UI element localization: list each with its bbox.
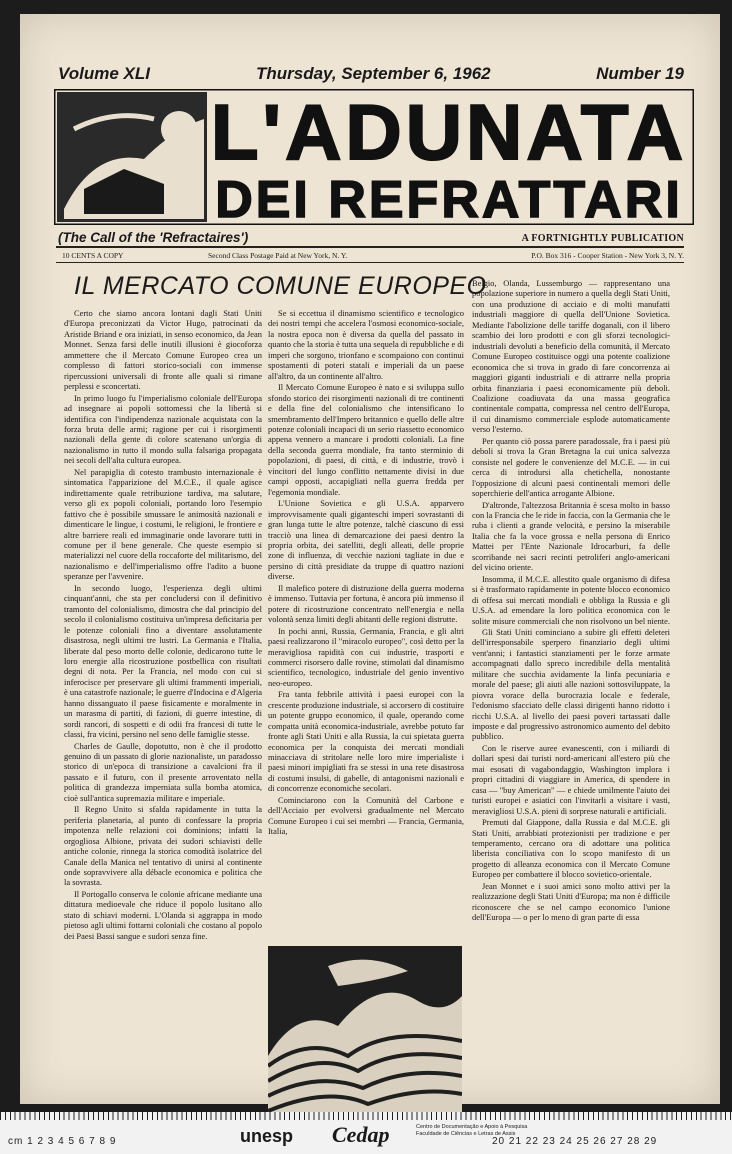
article-title: IL MERCATO COMUNE EUROPEO [74,272,487,300]
paragraph: Premuti dal Giappone, dalla Russia e dal M.C.E. gli Stati Uniti, arrabbiati protezionisti per tradizione e per temperamento, cercano ora di adottare una politica liberista conciliativa con lo scopo manifesto di un progetto di alleanza economica con il Mercato Comune Europeo per combattere il blocco sovietico-orientale. [472,817,670,880]
cedap-caption-line1: Centro de Documentação e Apoio à Pesquisa [416,1124,528,1130]
paragraph: Insomma, il M.C.E. allestito quale organismo di difesa si è trasformato rapidamente in potente blocco economico di offesa sui mercati mondiali e obbliga la Russia e gli U.S.A. ad emendare la loro politica economica con le solite misure commerciali che non risolvono un bel niente. [472,573,670,626]
article-column-1 [64,308,262,1086]
paragraph: Charles de Gaulle, dopotutto, non è che il prodotto genuino di un passato di glorie nazionaliste, un paradosso storico di un'epoca di transizione a cavalcioni fra il passato e il futuro, con il presente arroventato nella politica di grandezza imperniata sulla bomba atomica, cioè sull'antica supremazia militare e imperiale. [64,740,262,803]
paragraph: In primo luogo fu l'imperialismo coloniale dell'Europa ad insegnare ai popoli sottomessi che la libertà si identifica con l'indipendenza nazionale acquistata con la forza bruta delle armi; ragione per cui i risorgimenti nazionali della gente di colore scatenano un'orgia di nazionalismo in tutto il mondo sulla falsariga propagata nei secoli dell'alta cultura europea. [64,392,262,466]
paragraph: L'Unione Sovietica e gli U.S.A. apparvero improvvisamente quali giganteschi imperi sovrastanti di gran lunga tutte le altre potenze, talchè ciascuno di essi tracciò una linea di demarcazione dei paesi dentro la propria orbita, dei satelliti, degli alleati, delle proprie zone di influenza, di vecchie nazioni tagliate in due e persino di città presidiate da truppe di quattro nazioni diverse. [268,498,464,582]
issue-number: Number 19 [596,64,684,83]
paragraph: Jean Monnet e i suoi amici sono molto attivi per la realizzazione degli Stati Uniti d'Europa; ma non è difficile riconoscere che se nel campo economico l'unione dell'Europa — o per lo meno di gran parte di essa [472,880,670,923]
paragraph: Nel parapiglia di cotesto trambusto internazionale è sintomatica l'apparizione del M.C.E., il quale agisce indirettamente quale retribuzione tardiva, ma salutare, verso gli ex popoli coloniali, portando loro l'esempio fattivo che è possibile smussare le animosità nazionali e dimenticare le lingue, i costumi, le religioni, le frontiere e altre barriere reali ed immaginarie onde lavorare tutti in comune per il bene generale. Che queste esempio si materializzi nel cuore della roccaforte del militarismo, del nazionalismo e dell'imperialismo offre l'adito a buone speranze per l'avvenire. [64,466,262,582]
paragraph: Belgio, Olanda, Lussemburgo — rappresentano una popolazione superiore in numero a quella degli Stati Uniti, con una produzione di acciaio e di molti manufatti industriali maggiore di quella dell'Unione Sovietica. Mediante l'abolizione delle tariffe doganali, con il libero scambio dei loro prodotti e con gli sforzi tecnologici-industriali devoluti a beneficio della comunità, il Mercato Comune Europeo costituisce oggi una potente coalizione economica che si trova in grado di fare concorrenza ai maggiori giganti industriali e di attrarre nella propria orbita finanziaria i paesi economicamente più deboli. Coalizione coadiuvata da una massa geografica continentale compatta, compressa nel centro dell'Europa, il cui dinamismo commerciale esplode automaticamente verso l'esterno. [472,278,670,435]
paragraph: D'altronde, l'altezzosa Britannia è scesa molto in basso con la Francia che le ride in faccia, con la Germania che le ruba i clienti a grande velocità, e persino la miserabile Italia che fa la voce grossa e nella persona di Enrico Mattei per l'Ente Nazionale Idrocarburi, fa delle scorribande nei sacri recinti petroliferi anglo-americani del vicino oriente. [472,499,670,573]
masthead-title-line1: L'ADUNATA [210,89,688,176]
cedap-caption [416,1124,527,1138]
paragraph: Il Regno Unito si sfalda rapidamente in tutta la periferia planetaria, al punto di confessare la propria impotenza nelle relazioni coi dominions; infatti la orgogliosa Albione, privata dei sudori schiavisti delle antiche colonie, rinnega la storica comodità isolatrice del Canale della Manica nel tentativo di unirsi al continente onde sopravvivere alla débacle economica e politica che la sovrasta. [64,804,262,888]
masthead-subtitle: (The Call of the 'Refractaires') [58,230,249,245]
paragraph: Il malefico potere di distruzione della guerra moderna è immenso. Tuttavia per fortuna, è ancora più immenso il potere di ricostruzione concentrato nell'energia e nella volontà senza limiti degli abitanti delle regioni distrutte. [268,582,464,625]
scale-numbers-right: 20 21 22 23 24 25 26 27 28 29 [492,1136,658,1147]
postage-label: Second Class Postage Paid at New York, N. Y. [208,251,348,260]
masthead [54,89,694,225]
price-label: 10 CENTS A COPY [62,251,124,260]
scale-ticks [0,1112,732,1120]
paragraph: Cominciarono con la Comunità del Carbone e dell'Acciaio per evolversi gradualmente nel Mercato Comune Europeo i cui sei membri — Francia, Germania, Italia, [268,794,464,837]
paragraph: Il Mercato Comune Europeo è nato e si sviluppa sullo sfondo storico dei risorgimenti nazionali di tre continenti e della fine del colonialismo che intensificano lo smembramento dell'Impero britannico e quello delle altre potenze coloniali incapaci di un serio riassetto economico appena vennero a mancare i prodotti coloniali. La fine della seconda guerra mondiale, fra tanto sterminio di popolazioni, di paesi, di città, e di industrie, trovò i vincitori del lungo conflitto nettamente divisi in due campi opposti, accapigliati nella guerra fredda per l'egemonia mondiale. [268,382,464,497]
paragraph: Per quanto ciò possa parere paradossale, fra i paesi più deboli si trova la Gran Bretagna la cui unica salvezza consiste nel godere le convenienze del M.C.E. — in cui cerca di introdursi alla chetichella, nonostante l'opposizione di alcuni paesi continentali memori delle soperchierie dell'antica arrogante Albione. [472,435,670,499]
cedap-caption-line2: Faculdade de Ciências e Letras de Assis [416,1131,516,1137]
woodcut-illustration [268,946,462,1124]
paragraph: In pochi anni, Russia, Germania, Francia, e gli altri paesi realizzarono il "miracolo europeo", così detto per la meravigliosa rapidità con cui industrie, trasporti e commerci risorsero dalle rovine, stimolati dal dinamismo scientifico, tecnologico, industriale del genio inventivo neo-europeo. [268,625,464,688]
paragraph: Fra tanta febbrile attività i paesi europei con la crescente produzione industriale, si accorsero di costituire un potente gruppo economico, il quale, operando come compatta unità economica-industriale, avrebbe potuto far fronte agli Stati Uniti e alla Russia, la cui spietata guerra economica per la conquista dei mercati mondiali minacciava di stritolare nelle loro mire imperialiste i paesi minori impigliati fra se stessi in una rete disastrosa di costumi insulsi, di gabelle, di antagonismi nazionali e di concorrenze economiche secolari. [268,689,464,794]
top-rule [56,246,684,248]
paragraph: Se si eccettua il dinamismo scientifico e tecnologico dei nostri tempi che accelera l'osmosi economico-sociale, la nostra epoca non è diversa da quella del passato in quanto che la storia è tutta una sequela di repubbliche e di imperi che sorgono, trionfano e scompaiono con continui spostamenti di poteri statali e imperiali da un paese all'altro, da un continente all'altro. [268,308,464,381]
paragraph: Con le riserve auree evanescenti, con i miliardi di dollari spesi dai turisti nord-americani all'estero più che mai esosati di vagabondaggio, Washington implora i propri cittadini di viaggiare in America, di spendere in casa — "buy American" — e chiede umilmente l'aiuto dei turisti europei e asiatici con l'invitarli a visitare i vasti, meravigliosi U.S.A. pieni di sorprese naturali e artificiali. [472,742,670,816]
newspaper-page [20,14,720,1104]
issue-date: Thursday, September 6, 1962 [256,64,491,83]
issue-header [58,64,684,86]
volume-label: Volume XLI [58,64,150,83]
info-rule [56,262,684,263]
unesp-logo: unesp [240,1126,294,1146]
article-column-3 [472,278,670,1086]
paragraph: Certo che siamo ancora lontani dagli Stati Uniti d'Europa preconizzati da Victor Hugo, patrocinati da Aristide Briand e ora iniziati, in senso economico, da Jean Monnet. Senza farsi delle inutili illusioni è giocoforza ammettere che il Mercato Comune Europeo crea un complesso di fattori storico-sociali con immense ripercussioni universali di fronte alle quali si rimane perplessi e sconcertati. [64,308,262,392]
masthead-title-line2: DEI REFRATTARI [215,171,683,225]
address-label: P.O. Box 316 - Cooper Station - New York 3, N. Y. [531,251,684,260]
publication-frequency: A FORTNIGHTLY PUBLICATION [521,233,684,244]
cedap-logo: Cedap [332,1122,390,1147]
paragraph: Il Portogallo conserva le colonie africane mediante una dittatura medioevale che riduce il popolo lusitano allo stato di schiavi moderni. L'Olanda si aggrappa in modo pietoso agli ultimi fottarni coloniali che costano al popolo dei Paesi Bassi sangue e sudori senza fine. [64,888,262,941]
measurement-scale [0,1112,732,1154]
scale-numbers-left: cm 1 2 3 4 5 6 7 8 9 [8,1136,117,1147]
paragraph: In secondo luogo, l'esperienza degli ultimi cinquant'anni, che sta per concludersi con il definitivo tramonto del colonialismo, dimostra che dal principio del secolo il colonialismo costituiva un'impresa deficitaria per le potenze coloniali fino a diventare assolutamente disastrosa, negli ultimi tre lustri. La Germania e l'Italia, liberate dal peso morto delle colonie, dedicarono tutte le loro energie alla ricostruzione postbellica con risultati degni di nota. Per la Francia, nel modo con cui si inferocisce per preservare gli ultimi frammenti imperiali, è una catastrofe nazionale; le guerre d'Indocina e d'Algeria hanno dissanguato il paese fisicamente e moralmente in un marasma di partiti, di fazioni, di guerre intestine, di sordi rancori, di sospetti e di odii fra francesi di tutte le classi, fra vicini, persino nel seno delle famiglie stesse. [64,582,262,740]
paragraph: Gli Stati Uniti cominciano a subire gli effetti deleteri dell'irresponsabile sperpero finanziario degli ultimi vent'anni; i fantastici stanziamenti per le forze armate accompagnati dallo spreco incredibile della mentalità militare che succhia avidamente la linfa pecuniaria e morale del paese; gli aiuti alle nazioni sottosviluppate, la piovra vorace della burocrazia locale e federale, l'edonismo sfacciato delle classi dirigenti hanno ridotto i ricchi U.S.A. al livello dei paesi poveri tartassati dalle imposte e dal progressivo astronomico aumento del debito pubblico. [472,626,670,742]
masthead-illustration [57,92,207,222]
